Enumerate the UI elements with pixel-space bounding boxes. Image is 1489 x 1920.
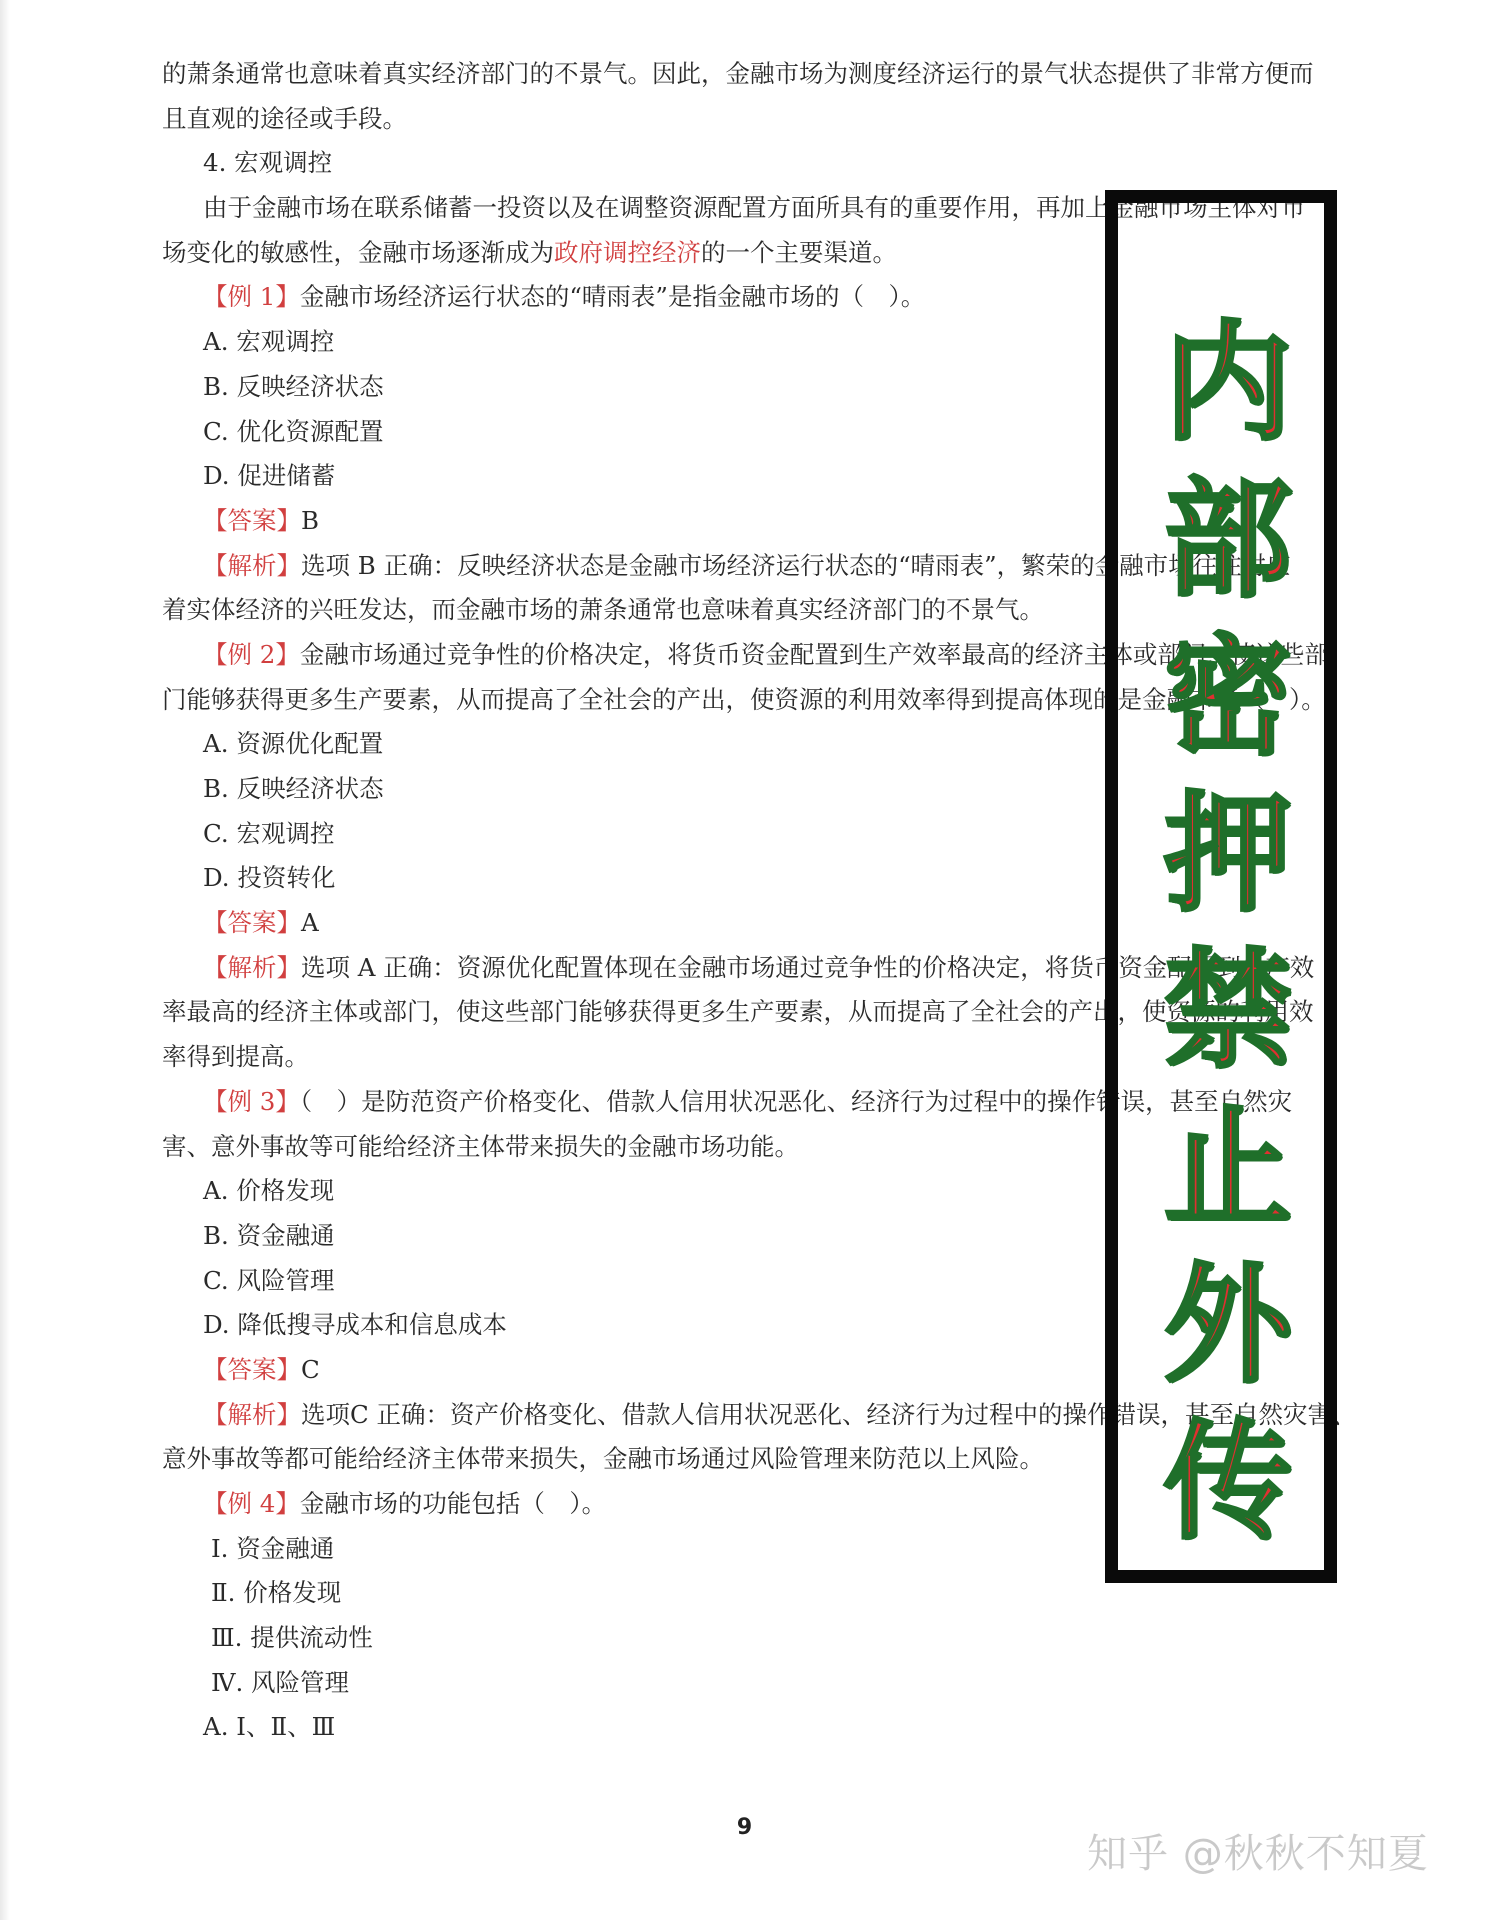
body-line: 场变化的敏感性，金融市场逐渐成为政府调控经济的一个主要渠道。	[162, 237, 897, 267]
section-heading: 4. 宏观调控	[203, 148, 333, 178]
analysis-tag: 【解析】	[203, 550, 301, 580]
body-line: 的萧条通常也意味着真实经济部门的不景气。因此，金融市场为测度经济运行的景气状态提供了非常方便而	[162, 59, 1314, 88]
analysis-tag: 【解析】	[203, 1399, 301, 1429]
option: D. 投资转化	[203, 863, 336, 893]
answer-tag: 【答案】	[203, 1354, 301, 1384]
option: C. 风险管理	[203, 1265, 335, 1295]
list-item: Ⅰ. 资金融通	[211, 1533, 335, 1563]
option: B. 资金融通	[203, 1220, 335, 1250]
example-question: 【例 3】（ ）是防范资产价格变化、借款人信用状况恶化、经济行为过程中的操作错误，甚至自然灾	[203, 1086, 1293, 1116]
body-line: 且直观的途径或手段。	[162, 103, 407, 133]
analysis-line: 【解析】选项 B 正确：反映经济状态是金融市场经济运行状态的“晴雨表”，繁荣的金融市场往往对应	[203, 550, 1291, 580]
answer-tag: 【答案】	[203, 908, 301, 938]
stamp-character: 外	[1163, 1251, 1292, 1400]
stamp-character: 止	[1163, 1094, 1292, 1243]
list-item: Ⅲ. 提供流动性	[211, 1623, 373, 1653]
example-tag: 【例 4】	[203, 1489, 300, 1518]
answer-line: 【答案】C	[203, 1354, 320, 1384]
page-edge-shadow	[0, 0, 10, 1920]
option: A. 价格发现	[203, 1176, 335, 1206]
answer-line: 【答案】A	[203, 908, 319, 938]
confidential-stamp-text	[1137, 305, 1319, 1561]
option: B. 反映经济状态	[203, 371, 384, 401]
stamp-character: 押	[1163, 780, 1292, 929]
option: D. 促进储蓄	[203, 461, 336, 491]
option: A. 资源优化配置	[203, 729, 384, 759]
option: C. 优化资源配置	[203, 416, 384, 446]
example-tag: 【例 2】	[203, 639, 300, 669]
list-item: Ⅱ. 价格发现	[211, 1578, 342, 1608]
page-number: 9	[736, 1815, 753, 1840]
option: D. 降低搜寻成本和信息成本	[203, 1310, 507, 1340]
stamp-character: 禁	[1163, 937, 1292, 1086]
option: A. Ⅰ、Ⅱ、Ⅲ	[203, 1712, 336, 1742]
analysis-line: 【解析】选项C 正确：资产价格变化、借款人信用状况恶化、经济行为过程中的操作错误，甚至自然灾害、	[203, 1399, 1357, 1429]
analysis-line: 着实体经济的兴旺发达，而金融市场的萧条通常也意味着真实经济部门的不景气。	[162, 595, 1044, 625]
analysis-line: 【解析】选项 A 正确：资源优化配置体现在金融市场通过竞争性的价格决定，将货币资金配置到生产效	[203, 952, 1315, 982]
stamp-character: 密	[1163, 623, 1292, 772]
option: C. 宏观调控	[203, 818, 335, 848]
stamp-character: 传	[1163, 1408, 1292, 1557]
option: A. 宏观调控	[203, 327, 335, 357]
example-question: 害、意外事故等可能给经济主体带来损失的金融市场功能。	[162, 1131, 799, 1161]
example-tag: 【例 3】	[203, 1086, 300, 1116]
highlight-term: 政府调控经济	[554, 237, 701, 267]
stamp-character: 部	[1163, 466, 1292, 615]
example-question: 【例 4】金融市场的功能包括（ ）。	[203, 1489, 607, 1518]
answer-line: 【答案】B	[203, 505, 320, 535]
analysis-tag: 【解析】	[203, 952, 301, 982]
option: B. 反映经济状态	[203, 774, 384, 803]
example-question: 【例 1】金融市场经济运行状态的“晴雨表”是指金融市场的（ ）。	[203, 282, 926, 312]
example-tag: 【例 1】	[203, 282, 300, 312]
answer-tag: 【答案】	[203, 505, 301, 535]
list-item: Ⅳ. 风险管理	[211, 1667, 350, 1697]
watermark: 知乎 @秋秋不知夏	[1087, 1831, 1429, 1877]
stamp-character: 内	[1163, 309, 1292, 458]
analysis-line: 率最高的经济主体或部门，使这些部门能够获得更多生产要素，从而提高了全社会的产出，使资源的利用效	[162, 997, 1314, 1027]
analysis-line: 率得到提高。	[162, 1042, 309, 1072]
example-question: 【例 2】金融市场通过竞争性的价格决定，将货币资金配置到生产效率最高的经济主体或部门，使这些部	[203, 639, 1329, 669]
body-line: 由于金融市场在联系储蓄一投资以及在调整资源配置方面所具有的重要作用，再加上金融市场主体对市	[203, 193, 1306, 223]
example-question: 门能够获得更多生产要素，从而提高了全社会的产出，使资源的利用效率得到提高体现的是金融市场（ ）。	[162, 684, 1326, 714]
analysis-line: 意外事故等都可能给经济主体带来损失，金融市场通过风险管理来防范以上风险。	[162, 1444, 1044, 1474]
